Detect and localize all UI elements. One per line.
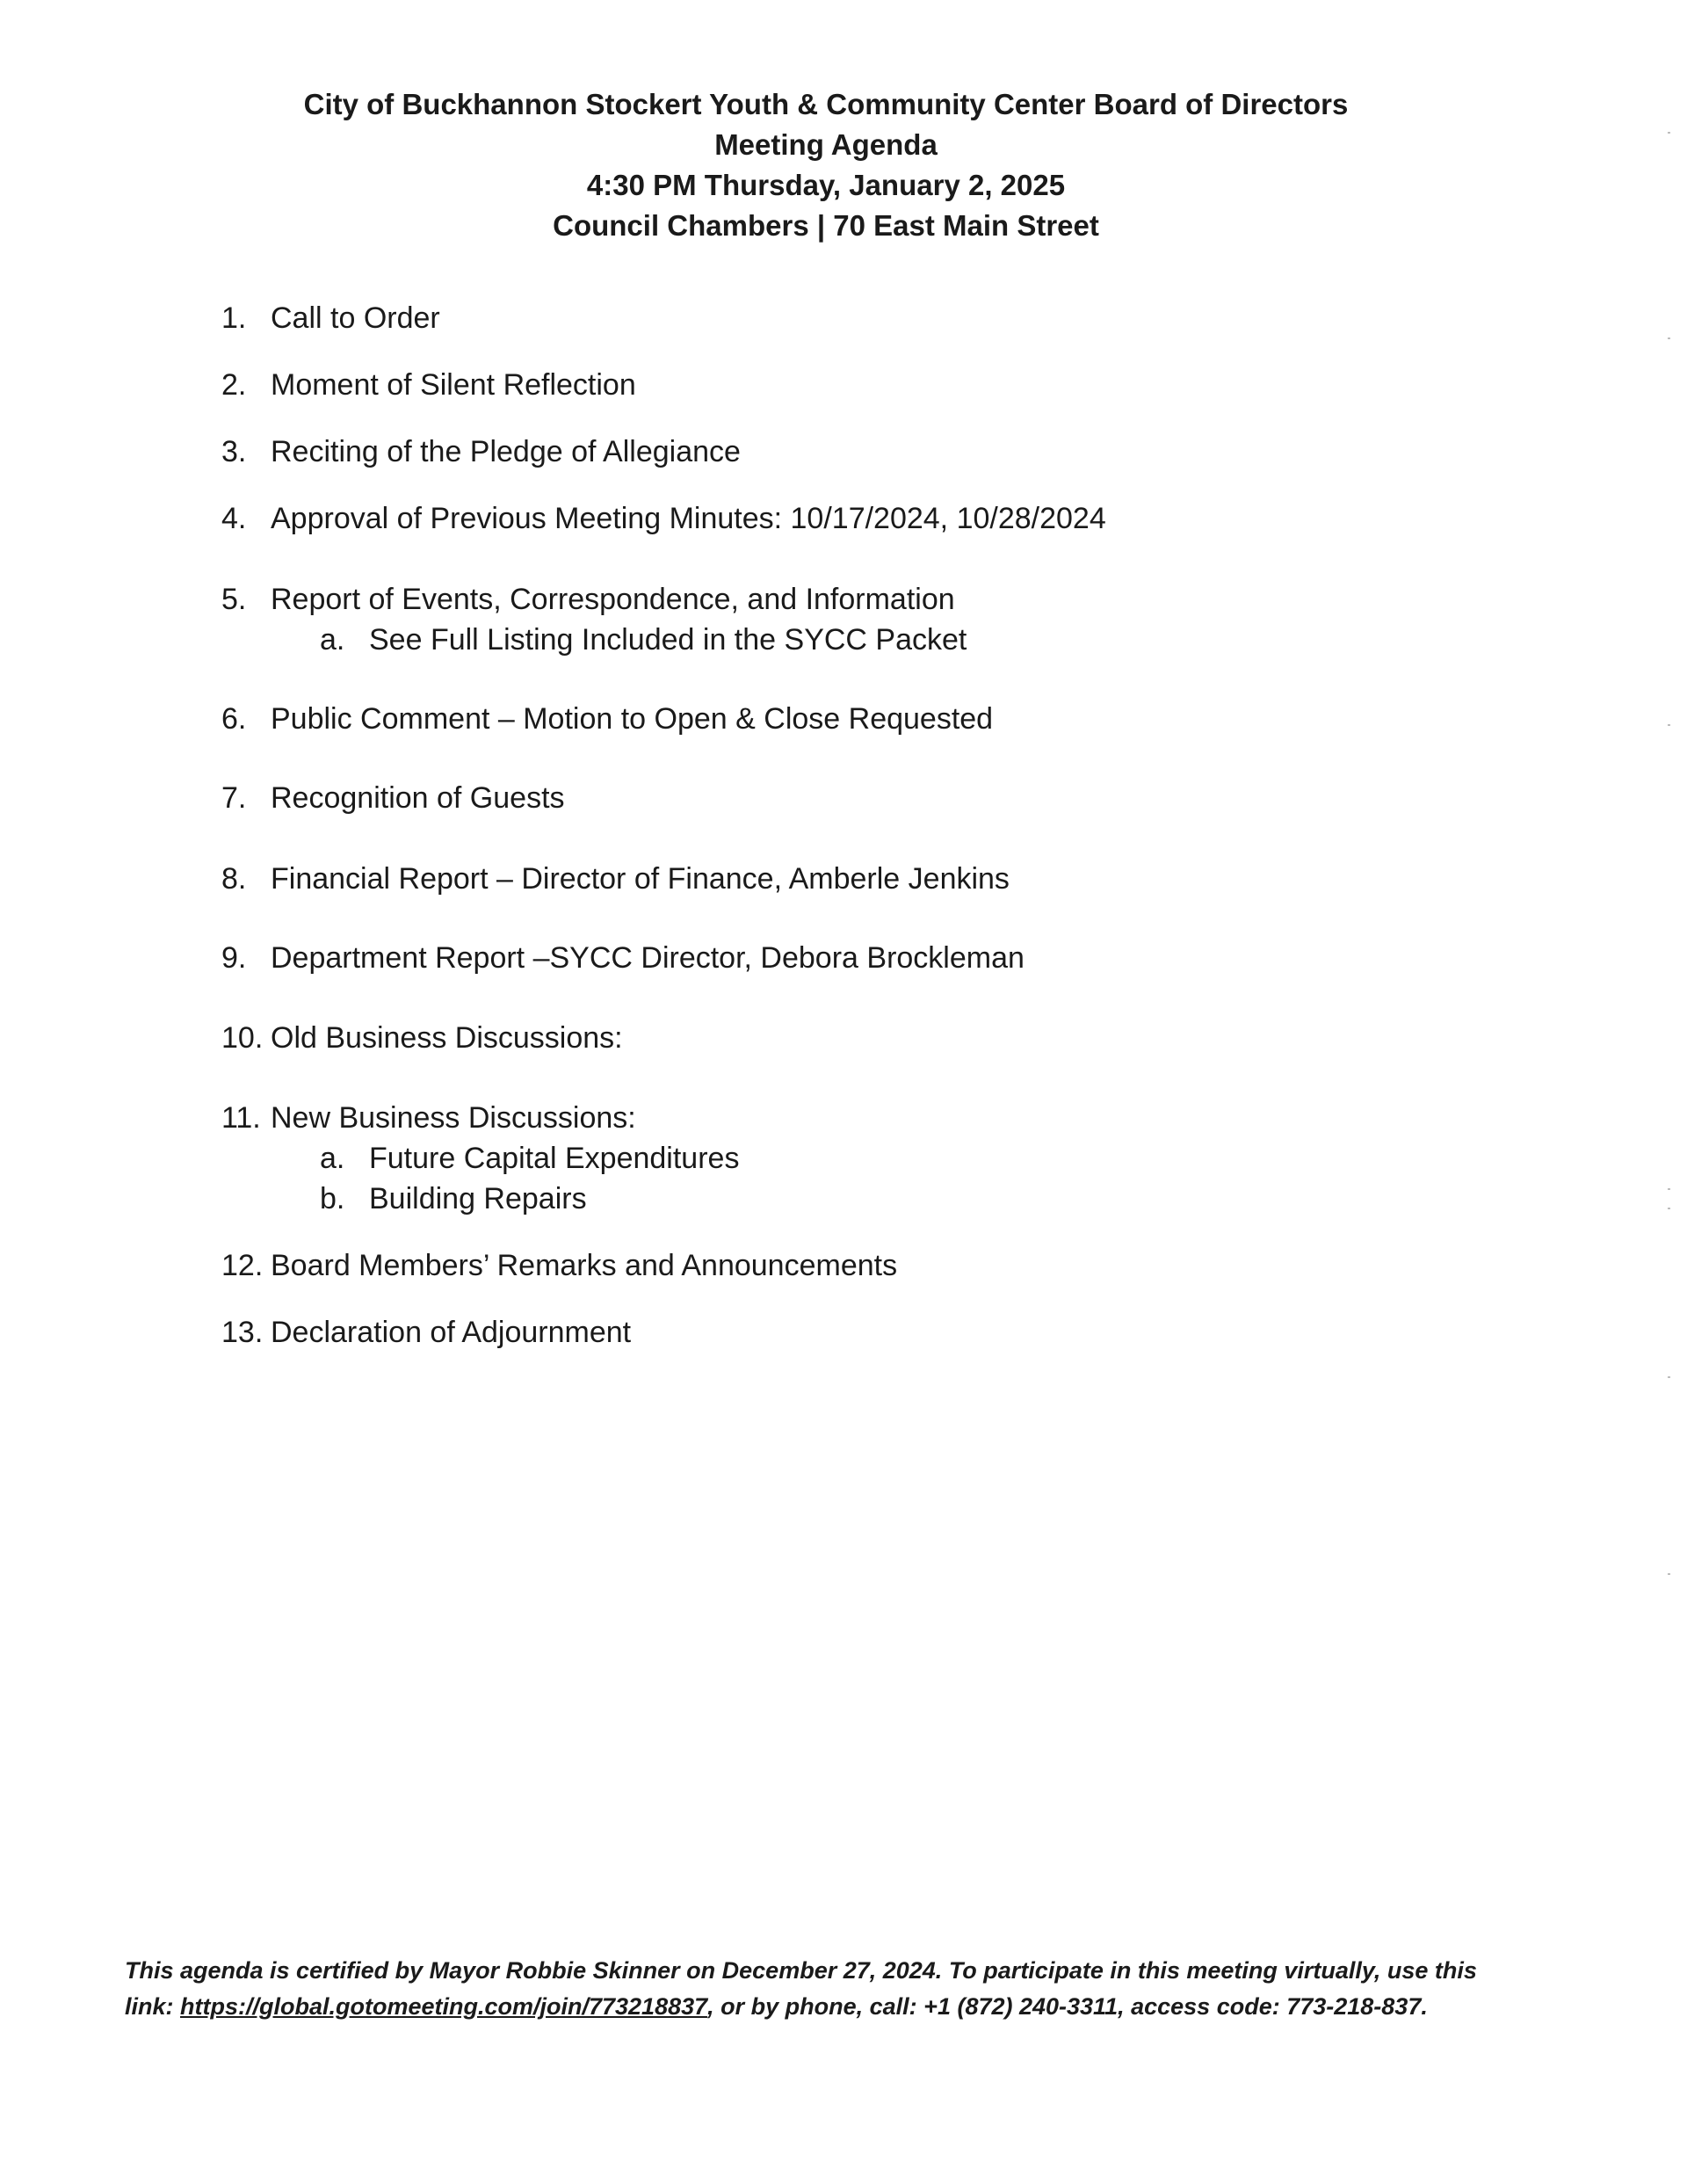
agenda-item bbox=[221, 582, 955, 617]
agenda-item bbox=[221, 1248, 897, 1283]
item-number: 1. bbox=[221, 301, 247, 335]
item-number: 6. bbox=[221, 702, 247, 736]
scan-mark bbox=[1668, 1208, 1670, 1209]
scan-mark bbox=[1668, 1376, 1670, 1378]
agenda-header bbox=[0, 84, 1652, 246]
subitem-letter: a. bbox=[320, 1142, 345, 1175]
item-text: Report of Events, Correspondence, and Information bbox=[271, 583, 955, 616]
subitem-letter: a. bbox=[320, 623, 345, 657]
item-number: 4. bbox=[221, 502, 247, 535]
agenda-item bbox=[221, 434, 741, 469]
agenda-item bbox=[221, 780, 565, 816]
item-number: 5. bbox=[221, 583, 247, 616]
meeting-time: 4:30 PM Thursday, January 2, 2025 bbox=[586, 169, 1066, 201]
footer-text: This agenda is certified by Mayor Robbie Skinner on December 27, 2024. To participate in this meeting virtually, use this link: bbox=[125, 1957, 1477, 2020]
item-text: Call to Order bbox=[271, 301, 440, 335]
scan-mark bbox=[1668, 1188, 1670, 1190]
certification-footer bbox=[125, 1953, 1531, 2025]
item-text: Declaration of Adjournment bbox=[271, 1316, 632, 1349]
agenda-item bbox=[221, 301, 440, 336]
item-number: 13. bbox=[221, 1316, 264, 1349]
agenda-item bbox=[221, 1100, 636, 1136]
meeting-link[interactable]: https://global.gotomeeting.com/join/773218837 bbox=[180, 1993, 708, 2020]
meeting-location: Council Chambers | 70 East Main Street bbox=[553, 209, 1099, 242]
agenda-subitem bbox=[320, 1181, 587, 1216]
agenda-item bbox=[221, 701, 993, 736]
item-number: 11. bbox=[221, 1101, 261, 1135]
item-number: 10. bbox=[221, 1021, 264, 1055]
item-number: 3. bbox=[221, 435, 247, 468]
item-text: Moment of Silent Reflection bbox=[271, 368, 636, 402]
agenda-item bbox=[221, 1020, 623, 1056]
item-number: 7. bbox=[221, 781, 247, 815]
scan-mark bbox=[1668, 724, 1670, 726]
item-text: New Business Discussions: bbox=[271, 1101, 636, 1135]
scan-mark bbox=[1668, 337, 1670, 339]
document-title: Meeting Agenda bbox=[714, 128, 938, 161]
item-number: 2. bbox=[221, 368, 247, 402]
agenda-item bbox=[221, 940, 1025, 976]
item-text: Reciting of the Pledge of Allegiance bbox=[271, 435, 741, 468]
item-text: Approval of Previous Meeting Minutes: 10/17/2024, 10/28/2024 bbox=[271, 502, 1106, 535]
item-text: Department Report –SYCC Director, Debora Brockleman bbox=[271, 941, 1025, 975]
agenda-item bbox=[221, 1315, 631, 1350]
subitem-text: Building Repairs bbox=[369, 1182, 587, 1215]
item-text: Recognition of Guests bbox=[271, 781, 565, 815]
item-text: Board Members’ Remarks and Announcements bbox=[271, 1249, 898, 1282]
item-number: 9. bbox=[221, 941, 247, 975]
subitem-text: Future Capital Expenditures bbox=[369, 1142, 740, 1175]
agenda-item bbox=[221, 861, 1010, 896]
agenda-item bbox=[221, 501, 1106, 536]
subitem-letter: b. bbox=[320, 1182, 345, 1215]
subitem-text: See Full Listing Included in the SYCC Packet bbox=[369, 623, 967, 657]
scan-mark bbox=[1668, 132, 1670, 134]
item-text: Public Comment – Motion to Open & Close Requested bbox=[271, 702, 994, 736]
agenda-subitem bbox=[320, 622, 967, 657]
scan-mark bbox=[1668, 1573, 1670, 1575]
item-text: Financial Report – Director of Finance, Amberle Jenkins bbox=[271, 862, 1010, 896]
item-number: 8. bbox=[221, 862, 247, 896]
item-text: Old Business Discussions: bbox=[271, 1021, 623, 1055]
agenda-subitem bbox=[320, 1141, 739, 1176]
footer-text-continued: , or by phone, call: +1 (872) 240-3311, access code: 773-218-837. bbox=[707, 1993, 1428, 2020]
agenda-item bbox=[221, 367, 636, 403]
organization-title: City of Buckhannon Stockert Youth & Community Center Board of Directors bbox=[303, 88, 1349, 120]
item-number: 12. bbox=[221, 1249, 264, 1282]
